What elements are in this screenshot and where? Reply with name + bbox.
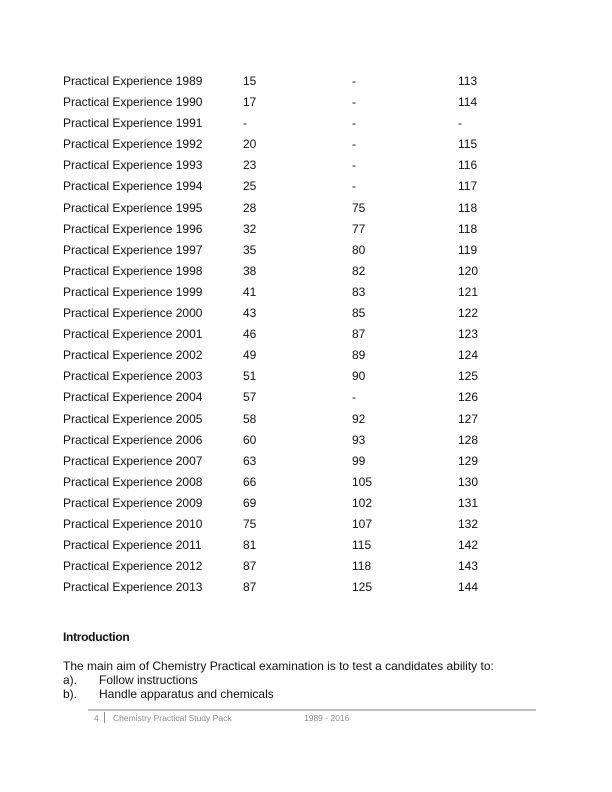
table-row: [63, 155, 523, 176]
row-label: Practical Experience 1997: [63, 242, 203, 257]
row-label: Practical Experience 2011: [63, 538, 202, 553]
row-label: Practical Experience 2009: [63, 495, 203, 510]
table-row: [63, 451, 523, 472]
row-label: Practical Experience 1990: [63, 95, 203, 110]
row-label: Practical Experience 1994: [63, 179, 203, 194]
row-value-a: 51: [243, 369, 257, 384]
row-label: Practical Experience 2005: [63, 411, 203, 426]
table-row: [63, 345, 523, 366]
row-value-b: 105: [352, 474, 373, 489]
row-label: Practical Experience 2003: [63, 369, 203, 384]
list-marker: b).: [63, 687, 78, 701]
table-row: [63, 92, 523, 113]
row-value-c: 132: [458, 516, 479, 531]
row-label: Practical Experience 1993: [63, 158, 203, 173]
row-value-a: 81: [243, 538, 257, 553]
row-value-a: 32: [243, 221, 257, 236]
row-value-b: 99: [352, 453, 366, 468]
row-value-c: 124: [458, 348, 479, 363]
row-label: Practical Experience 2006: [63, 432, 203, 447]
row-value-c: 126: [458, 390, 479, 405]
row-value-a: 23: [243, 158, 257, 173]
row-value-b: 125: [352, 580, 373, 595]
row-value-b: 118: [352, 559, 372, 574]
row-value-a: 35: [243, 242, 257, 257]
row-value-c: -: [458, 116, 462, 131]
list-marker: a).: [63, 673, 78, 687]
row-label: Practical Experience 2007: [63, 453, 203, 468]
row-value-c: 121: [458, 284, 479, 299]
row-value-c: 130: [458, 474, 479, 489]
row-label: Practical Experience 1999: [63, 284, 203, 299]
table-row: [63, 176, 523, 197]
row-value-b: 75: [352, 200, 366, 215]
table-row: [63, 514, 523, 535]
row-value-c: 127: [458, 411, 479, 426]
row-value-c: 128: [458, 432, 479, 447]
row-value-a: 25: [243, 179, 257, 194]
footer-separator: [104, 712, 105, 723]
row-value-b: -: [352, 179, 356, 194]
table-row: [63, 366, 523, 387]
table-row: [63, 556, 523, 577]
row-value-b: -: [352, 390, 356, 405]
row-value-a: 15: [243, 74, 257, 88]
row-value-b: 85: [352, 306, 366, 321]
table-row: [63, 493, 523, 514]
row-value-c: 129: [458, 453, 479, 468]
row-value-a: 57: [243, 390, 257, 405]
table-row: [63, 282, 523, 303]
table-row: [63, 472, 523, 493]
table-row: [63, 134, 523, 155]
row-value-a: 43: [243, 306, 257, 321]
row-value-b: 102: [352, 495, 373, 510]
row-value-c: 118: [458, 200, 478, 215]
table-row: [63, 387, 523, 408]
list-item-text: Handle apparatus and chemicals: [99, 687, 274, 701]
page-number: 4: [94, 713, 99, 723]
table-row: [63, 409, 523, 430]
row-value-c: 115: [458, 137, 478, 152]
row-value-a: 49: [243, 348, 257, 363]
row-label: Practical Experience 2004: [63, 390, 203, 405]
row-value-b: 107: [352, 516, 373, 531]
row-value-c: 142: [458, 538, 479, 553]
row-value-a: 28: [243, 200, 257, 215]
row-value-c: 113: [458, 74, 478, 88]
row-label: Practical Experience 1996: [63, 221, 203, 236]
row-label: Practical Experience 2010: [63, 516, 203, 531]
table-row: [63, 577, 523, 598]
row-value-b: 89: [352, 348, 366, 363]
row-value-b: 92: [352, 411, 366, 426]
row-value-c: 117: [458, 179, 478, 194]
introduction-text: The main aim of Chemistry Practical examination is to test a candidates ability to:: [63, 659, 494, 673]
table-row: [63, 430, 523, 451]
row-value-a: 75: [243, 516, 257, 531]
row-value-b: 115: [352, 538, 372, 553]
row-label: Practical Experience 2012: [63, 559, 203, 574]
row-value-a: 20: [243, 137, 257, 152]
row-value-c: 114: [458, 95, 478, 110]
row-value-c: 125: [458, 369, 479, 384]
row-value-c: 116: [458, 158, 478, 173]
table-row: [63, 219, 523, 240]
table-row: [63, 113, 523, 134]
row-label: Practical Experience 2013: [63, 580, 203, 595]
row-value-b: -: [352, 137, 356, 152]
row-value-c: 119: [458, 242, 478, 257]
row-value-a: 17: [243, 95, 257, 110]
table-row: [63, 240, 523, 261]
row-value-a: 69: [243, 495, 257, 510]
table-row: [63, 261, 523, 282]
table-row: [63, 535, 523, 556]
row-value-c: 123: [458, 327, 479, 342]
row-label: Practical Experience 1989: [63, 74, 203, 88]
row-value-a: 63: [243, 453, 257, 468]
row-value-c: 118: [458, 221, 478, 236]
row-value-b: 93: [352, 432, 366, 447]
row-value-a: 38: [243, 263, 257, 278]
row-value-b: 82: [352, 263, 366, 278]
row-value-b: -: [352, 116, 356, 131]
row-value-b: -: [352, 95, 356, 110]
table-row: [63, 71, 523, 92]
row-label: Practical Experience 1995: [63, 200, 203, 215]
row-value-b: 83: [352, 284, 366, 299]
row-value-a: 66: [243, 474, 257, 489]
row-value-b: -: [352, 74, 356, 88]
row-value-c: 144: [458, 580, 479, 595]
row-value-b: -: [352, 158, 356, 173]
row-value-a: 58: [243, 411, 257, 426]
row-value-a: 46: [243, 327, 257, 342]
table-row: [63, 198, 523, 219]
row-label: Practical Experience 2001: [63, 327, 203, 342]
row-label: Practical Experience 1992: [63, 137, 203, 152]
row-value-a: -: [243, 116, 247, 131]
row-value-b: 80: [352, 242, 366, 257]
row-label: Practical Experience 2008: [63, 474, 203, 489]
footer-years: 1989 - 2016: [304, 713, 350, 723]
footer-title: Chemistry Practical Study Pack: [113, 713, 232, 723]
row-value-c: 143: [458, 559, 479, 574]
row-label: Practical Experience 1991: [63, 116, 203, 131]
row-value-a: 41: [243, 284, 257, 299]
list-item-text: Follow instructions: [99, 673, 198, 687]
row-value-b: 90: [352, 369, 366, 384]
row-value-c: 120: [458, 263, 479, 278]
row-value-a: 87: [243, 580, 257, 595]
row-label: Practical Experience 1998: [63, 263, 203, 278]
introduction-heading: Introduction: [63, 630, 130, 644]
row-value-b: 77: [352, 221, 366, 236]
table-row: [63, 324, 523, 345]
row-value-a: 60: [243, 432, 257, 447]
row-value-b: 87: [352, 327, 366, 342]
row-value-a: 87: [243, 559, 257, 574]
row-label: Practical Experience 2002: [63, 348, 203, 363]
footer-divider: [88, 709, 536, 711]
row-label: Practical Experience 2000: [63, 306, 203, 321]
table-row: [63, 303, 523, 324]
contents-table: [63, 71, 523, 598]
row-value-c: 122: [458, 306, 479, 321]
row-value-c: 131: [458, 495, 479, 510]
